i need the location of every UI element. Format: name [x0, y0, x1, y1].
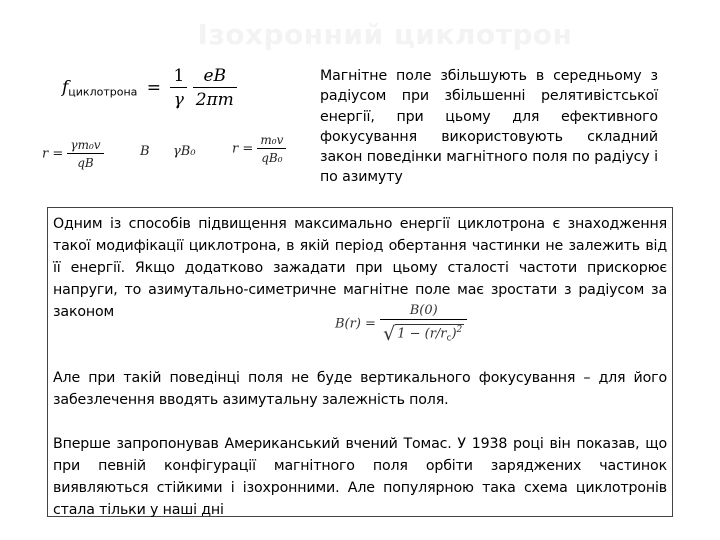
equals-sign: =: [146, 77, 162, 98]
box-paragraph-3: Вперше запропонував Американський вчений Томас. У 1938 році він показав, що при певній конфігурації магнітного поля орбіти заряджених частинок виявляються стійкими і ізохронними. Але популярною така схема циклотронів стала тільки у наші дні: [53, 436, 667, 518]
gamma-b0: γB₀: [173, 144, 196, 159]
b-symbol: B: [140, 144, 150, 159]
freq-subscript: циклотрона: [68, 85, 138, 99]
content-box-text: [53, 213, 667, 521]
fraction-one-over-gamma: $\frac{1}{\gamma}$: [170, 66, 187, 110]
box-paragraph-1: Одним із способів підвищення максимально енергії циклотрона є знаходження такої модифікації циклотрона, в якій період обертання частинки не залежить від її енергії. Якщо додатково зажадати при цьому сталості частоти прискорює напруги, то азимутально-симетричне магнітне поле має зростати з радіусом за законом: [53, 216, 667, 320]
box-paragraph-2: Але при такій поведінці поля не буде вертикального фокусування – для його забезлечення вводять азимутальну залежність поля.: [53, 370, 667, 408]
sqrt-icon: √: [383, 323, 396, 345]
freq-symbol: f: [62, 77, 69, 98]
slide-title: Ізохронний циклотрон: [197, 18, 573, 51]
nonrelativistic-radius-formula: r = $\frac{\text{m₀v}}{\text{qB₀}}$: [232, 133, 286, 165]
isochronous-field-formula: B(r) = $\frac{B(0)}{√ 1 - (r/r_c)^2}$: [335, 303, 467, 345]
relativistic-radius-formula: r = $\frac{\text{γm₀v}}{qB}$: [42, 138, 104, 170]
fraction-eb-over-2pim: $\frac{eB}{2\pi m}$: [193, 66, 237, 110]
right-paragraph: Магнітне поле збільшують в середньому з радіусом при збільшенні релятивістської енергії, при цьому для ефективного фокусування використовують складний закон поведінки магнітного поля по радіусу і по азимуту: [320, 68, 658, 186]
cyclotron-frequency-formula: [62, 66, 237, 110]
